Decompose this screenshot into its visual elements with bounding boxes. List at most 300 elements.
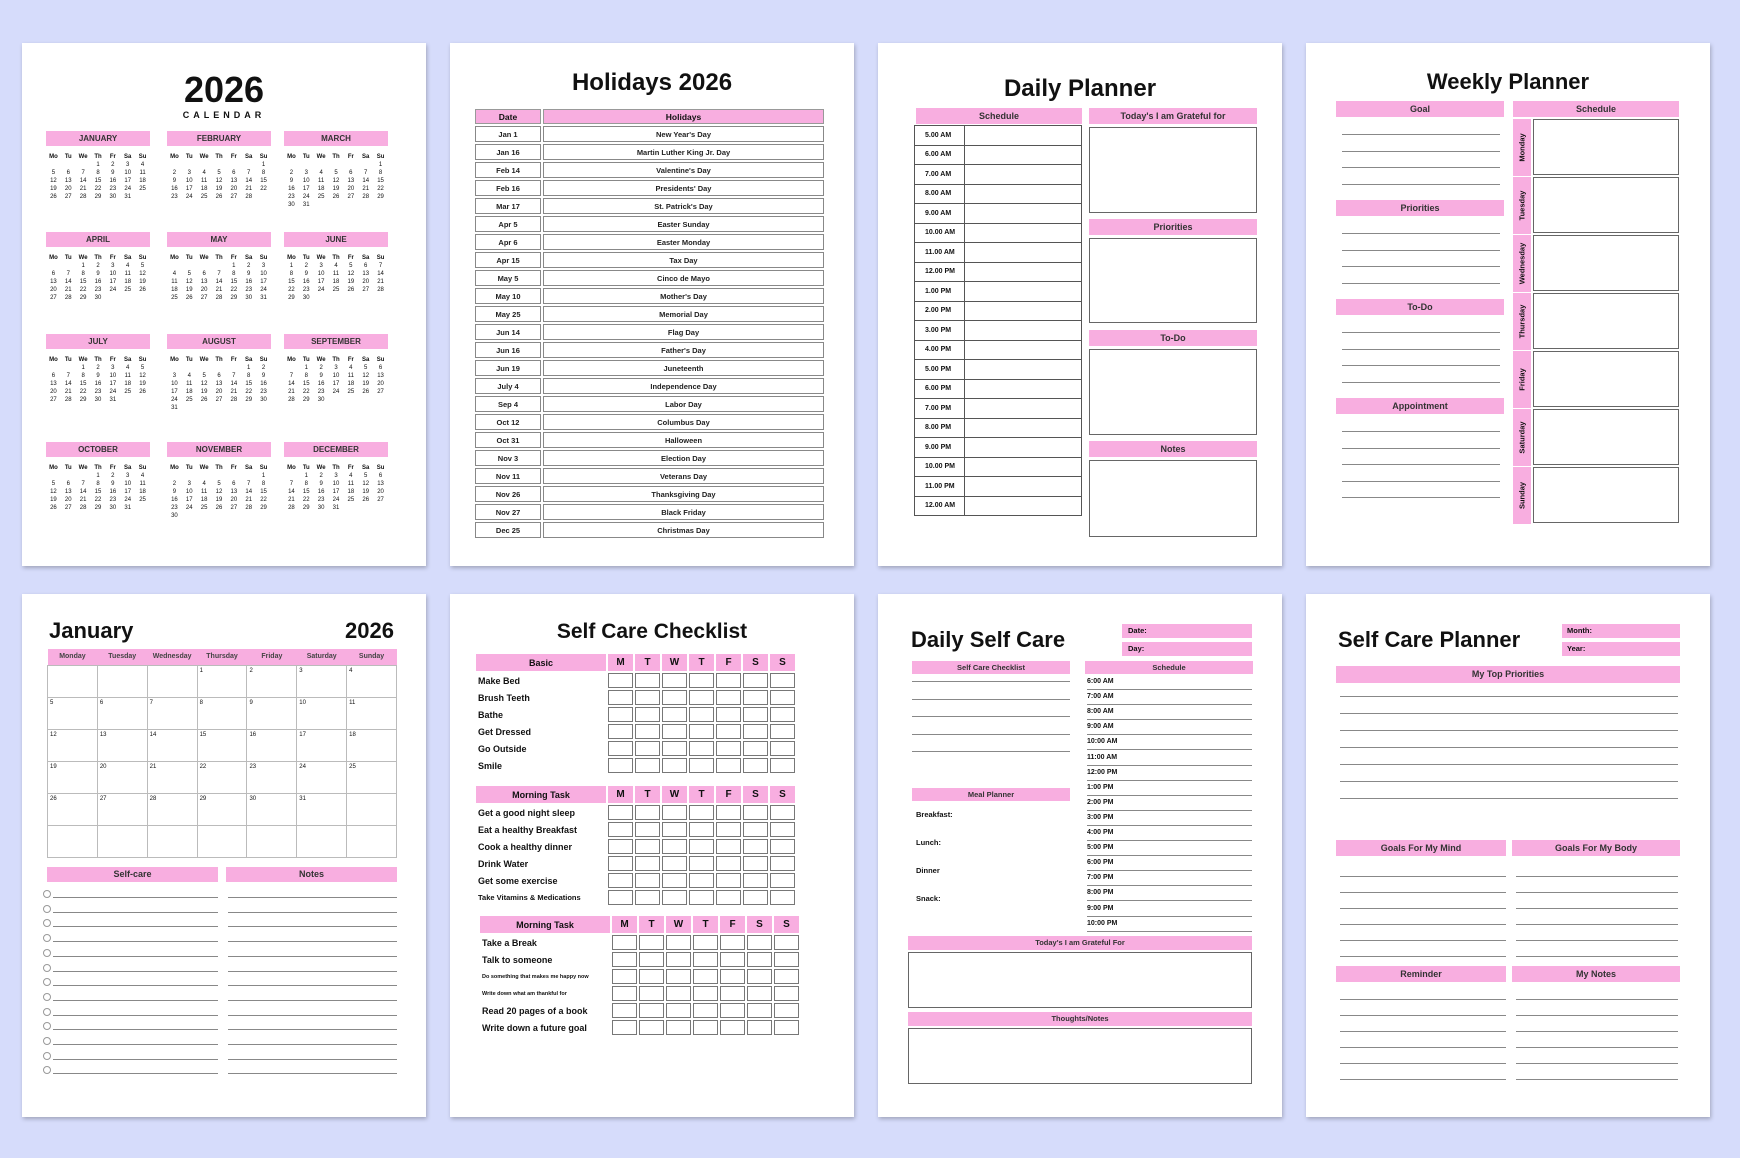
day-number[interactable]: 27 bbox=[362, 287, 370, 293]
check-box[interactable] bbox=[689, 724, 714, 739]
day-number[interactable]: 9 bbox=[96, 271, 100, 277]
day-number[interactable]: 15 bbox=[94, 489, 102, 495]
schedule-line[interactable] bbox=[1087, 840, 1252, 841]
day-number[interactable]: 15 bbox=[302, 489, 310, 495]
day-number[interactable]: 30 bbox=[288, 202, 295, 208]
selfcare-line[interactable] bbox=[53, 1000, 218, 1001]
day-number[interactable]: 6 bbox=[66, 170, 70, 176]
check-box[interactable] bbox=[774, 986, 799, 1001]
day-cell[interactable]: 15 bbox=[197, 729, 247, 761]
day-number[interactable]: 4 bbox=[319, 170, 323, 176]
day-number[interactable]: 20 bbox=[200, 287, 208, 293]
schedule-slot[interactable] bbox=[965, 126, 1082, 146]
day-number[interactable]: 27 bbox=[230, 505, 238, 511]
date-field[interactable]: Date: bbox=[1122, 624, 1252, 638]
priority-line[interactable] bbox=[1340, 798, 1678, 799]
day-number[interactable]: 9 bbox=[172, 178, 177, 184]
checklist-line[interactable] bbox=[912, 716, 1070, 717]
checkbox-circle[interactable] bbox=[43, 1022, 51, 1030]
day-number[interactable]: 24 bbox=[124, 497, 132, 503]
day-number[interactable]: 11 bbox=[347, 481, 354, 487]
priority-line[interactable] bbox=[1340, 696, 1678, 697]
day-number[interactable]: 15 bbox=[79, 279, 87, 285]
day-number[interactable]: 23 bbox=[94, 287, 102, 293]
day-number[interactable]: 17 bbox=[185, 186, 193, 192]
notes-box[interactable] bbox=[1089, 460, 1257, 537]
check-box[interactable] bbox=[743, 873, 768, 888]
check-box[interactable] bbox=[770, 758, 795, 773]
day-number[interactable]: 5 bbox=[349, 263, 353, 269]
day-number[interactable]: 29 bbox=[288, 295, 295, 301]
day-number[interactable]: 30 bbox=[317, 505, 325, 511]
day-number[interactable]: 28 bbox=[64, 295, 72, 301]
day-number[interactable]: 30 bbox=[317, 397, 325, 403]
day-number[interactable]: 4 bbox=[334, 263, 338, 269]
schedule-slot[interactable] bbox=[965, 360, 1082, 380]
check-box[interactable] bbox=[716, 822, 741, 837]
day-number[interactable]: 14 bbox=[245, 178, 253, 184]
check-box[interactable] bbox=[770, 741, 795, 756]
day-number[interactable]: 16 bbox=[171, 497, 178, 503]
day-number[interactable]: 24 bbox=[332, 497, 340, 503]
day-number[interactable]: 7 bbox=[232, 373, 236, 379]
day-number[interactable]: 28 bbox=[64, 397, 72, 403]
notes-line[interactable] bbox=[228, 1029, 397, 1030]
check-box[interactable] bbox=[635, 690, 660, 705]
day-number[interactable]: 19 bbox=[185, 287, 193, 293]
day-cell[interactable]: 20 bbox=[97, 761, 147, 793]
check-box[interactable] bbox=[608, 839, 633, 854]
schedule-slot[interactable] bbox=[965, 399, 1082, 419]
day-number[interactable]: 13 bbox=[200, 279, 208, 285]
check-box[interactable] bbox=[693, 1020, 718, 1035]
day-number[interactable]: 16 bbox=[317, 489, 325, 495]
day-number[interactable]: 24 bbox=[109, 389, 117, 395]
selfcare-line[interactable] bbox=[53, 956, 218, 957]
day-number[interactable]: 8 bbox=[378, 170, 383, 176]
day-number[interactable]: 31 bbox=[124, 194, 132, 200]
day-cell[interactable]: 24 bbox=[297, 761, 347, 793]
check-box[interactable] bbox=[612, 1003, 637, 1018]
day-number[interactable]: 2 bbox=[247, 263, 251, 269]
day-number[interactable]: 29 bbox=[94, 505, 102, 511]
notes-line[interactable] bbox=[228, 1000, 397, 1001]
note-line[interactable] bbox=[1516, 1015, 1678, 1016]
day-number[interactable]: 7 bbox=[247, 481, 251, 487]
day-number[interactable]: 3 bbox=[334, 365, 338, 371]
day-number[interactable]: 1 bbox=[96, 473, 100, 479]
write-line[interactable] bbox=[1342, 184, 1500, 185]
day-number[interactable]: 8 bbox=[304, 481, 308, 487]
schedule-line[interactable] bbox=[1087, 870, 1252, 871]
schedule-slot[interactable] bbox=[965, 301, 1082, 321]
day-number[interactable]: 21 bbox=[64, 287, 72, 293]
selfcare-line[interactable] bbox=[53, 1059, 218, 1060]
checkbox-circle[interactable] bbox=[43, 934, 51, 942]
notes-line[interactable] bbox=[228, 897, 397, 898]
check-box[interactable] bbox=[666, 952, 691, 967]
schedule-line[interactable] bbox=[1087, 765, 1252, 766]
day-number[interactable]: 17 bbox=[124, 178, 132, 184]
day-number[interactable]: 24 bbox=[302, 194, 310, 200]
day-number[interactable]: 4 bbox=[187, 373, 191, 379]
day-number[interactable]: 2 bbox=[319, 473, 323, 479]
check-box[interactable] bbox=[716, 856, 741, 871]
day-number[interactable]: 15 bbox=[245, 381, 253, 387]
day-number[interactable]: 27 bbox=[230, 194, 238, 200]
day-cell[interactable] bbox=[97, 825, 147, 857]
check-box[interactable] bbox=[747, 969, 772, 984]
check-box[interactable] bbox=[635, 873, 660, 888]
check-box[interactable] bbox=[774, 935, 799, 950]
check-box[interactable] bbox=[639, 986, 664, 1001]
day-number[interactable]: 21 bbox=[288, 389, 295, 395]
check-box[interactable] bbox=[774, 952, 799, 967]
day-cell[interactable] bbox=[247, 825, 297, 857]
day-number[interactable]: 13 bbox=[50, 279, 57, 285]
day-number[interactable]: 10 bbox=[185, 178, 193, 184]
day-number[interactable]: 20 bbox=[362, 279, 370, 285]
day-number[interactable]: 23 bbox=[109, 186, 117, 192]
day-number[interactable]: 7 bbox=[378, 263, 383, 269]
day-number[interactable]: 11 bbox=[124, 373, 131, 379]
day-number[interactable]: 13 bbox=[230, 178, 238, 184]
day-number[interactable]: 19 bbox=[200, 389, 208, 395]
checkbox-circle[interactable] bbox=[43, 949, 51, 957]
write-line[interactable] bbox=[1342, 283, 1500, 284]
check-box[interactable] bbox=[774, 1020, 799, 1035]
day-number[interactable]: 1 bbox=[261, 473, 266, 479]
day-number[interactable]: 13 bbox=[64, 178, 72, 184]
day-number[interactable]: 11 bbox=[347, 373, 354, 379]
day-number[interactable]: 2 bbox=[111, 473, 115, 479]
day-number[interactable]: 28 bbox=[245, 505, 253, 511]
check-box[interactable] bbox=[770, 673, 795, 688]
day-number[interactable]: 22 bbox=[245, 389, 253, 395]
day-number[interactable]: 5 bbox=[334, 170, 338, 176]
day-cell[interactable]: 13 bbox=[97, 729, 147, 761]
day-cell[interactable] bbox=[347, 825, 397, 857]
day-number[interactable]: 20 bbox=[50, 389, 57, 395]
day-number[interactable]: 10 bbox=[302, 178, 310, 184]
day-number[interactable]: 9 bbox=[247, 271, 251, 277]
checkbox-circle[interactable] bbox=[43, 890, 51, 898]
day-number[interactable]: 23 bbox=[171, 505, 178, 511]
body-line[interactable] bbox=[1516, 876, 1678, 877]
day-number[interactable]: 15 bbox=[260, 178, 267, 184]
notes-line[interactable] bbox=[228, 985, 397, 986]
check-box[interactable] bbox=[612, 952, 637, 967]
day-number[interactable]: 8 bbox=[81, 373, 85, 379]
day-number[interactable]: 25 bbox=[171, 295, 178, 301]
day-number[interactable]: 17 bbox=[124, 489, 132, 495]
day-number[interactable]: 2 bbox=[289, 170, 294, 176]
schedule-line[interactable] bbox=[1087, 780, 1252, 781]
day-number[interactable]: 4 bbox=[202, 481, 206, 487]
day-number[interactable]: 17 bbox=[109, 381, 117, 387]
day-number[interactable]: 29 bbox=[245, 397, 253, 403]
day-number[interactable]: 23 bbox=[317, 497, 325, 503]
day-number[interactable]: 15 bbox=[260, 489, 267, 495]
check-box[interactable] bbox=[635, 707, 660, 722]
day-number[interactable]: 11 bbox=[332, 271, 340, 277]
day-number[interactable]: 19 bbox=[347, 279, 355, 285]
check-box[interactable] bbox=[743, 758, 768, 773]
day-box[interactable] bbox=[1533, 293, 1679, 349]
check-box[interactable] bbox=[689, 758, 714, 773]
check-box[interactable] bbox=[743, 839, 768, 854]
day-number[interactable]: 28 bbox=[288, 397, 295, 403]
day-number[interactable]: 17 bbox=[109, 279, 117, 285]
check-box[interactable] bbox=[608, 822, 633, 837]
check-box[interactable] bbox=[743, 805, 768, 820]
day-number[interactable]: 11 bbox=[201, 178, 208, 184]
selfcare-line[interactable] bbox=[53, 1073, 218, 1074]
schedule-slot[interactable] bbox=[965, 223, 1082, 243]
selfcare-line[interactable] bbox=[53, 1015, 218, 1016]
day-number[interactable]: 13 bbox=[347, 178, 355, 184]
check-box[interactable] bbox=[689, 690, 714, 705]
schedule-line[interactable] bbox=[1087, 855, 1252, 856]
schedule-slot[interactable] bbox=[965, 184, 1082, 204]
day-number[interactable]: 30 bbox=[94, 397, 102, 403]
check-box[interactable] bbox=[747, 935, 772, 950]
day-number[interactable]: 18 bbox=[139, 489, 146, 495]
mind-line[interactable] bbox=[1340, 892, 1506, 893]
day-number[interactable]: 27 bbox=[64, 505, 72, 511]
write-line[interactable] bbox=[1342, 349, 1500, 350]
day-number[interactable]: 23 bbox=[317, 389, 325, 395]
priority-line[interactable] bbox=[1340, 781, 1678, 782]
day-number[interactable]: 4 bbox=[202, 170, 206, 176]
day-number[interactable]: 17 bbox=[332, 489, 340, 495]
selfcare-line[interactable] bbox=[53, 926, 218, 927]
checklist-line[interactable] bbox=[912, 734, 1070, 735]
day-number[interactable]: 23 bbox=[94, 389, 102, 395]
day-number[interactable]: 2 bbox=[261, 365, 266, 371]
day-number[interactable]: 3 bbox=[187, 170, 191, 176]
mind-line[interactable] bbox=[1340, 940, 1506, 941]
selfcare-line[interactable] bbox=[53, 985, 218, 986]
check-box[interactable] bbox=[635, 856, 660, 871]
checkbox-circle[interactable] bbox=[43, 905, 51, 913]
day-number[interactable]: 19 bbox=[332, 186, 340, 192]
day-number[interactable]: 29 bbox=[79, 397, 87, 403]
day-number[interactable]: 24 bbox=[124, 186, 132, 192]
day-number[interactable]: 25 bbox=[200, 505, 208, 511]
check-box[interactable] bbox=[743, 690, 768, 705]
day-number[interactable]: 25 bbox=[124, 389, 132, 395]
day-number[interactable]: 9 bbox=[111, 170, 115, 176]
day-cell[interactable]: 28 bbox=[147, 793, 197, 825]
day-number[interactable]: 14 bbox=[377, 271, 384, 277]
day-number[interactable]: 13 bbox=[215, 381, 223, 387]
check-box[interactable] bbox=[770, 839, 795, 854]
day-number[interactable]: 4 bbox=[140, 473, 145, 479]
day-number[interactable]: 12 bbox=[215, 489, 223, 495]
dsc-grateful-box[interactable] bbox=[908, 952, 1252, 1008]
body-line[interactable] bbox=[1516, 908, 1678, 909]
schedule-slot[interactable] bbox=[965, 243, 1082, 263]
check-box[interactable] bbox=[693, 952, 718, 967]
day-number[interactable]: 21 bbox=[79, 497, 87, 503]
day-number[interactable]: 4 bbox=[126, 365, 130, 371]
schedule-line[interactable] bbox=[1087, 885, 1252, 886]
selfcare-line[interactable] bbox=[53, 1044, 218, 1045]
day-cell[interactable]: 14 bbox=[147, 729, 197, 761]
check-box[interactable] bbox=[743, 822, 768, 837]
day-cell[interactable]: 4 bbox=[347, 665, 397, 697]
day-number[interactable]: 1 bbox=[304, 473, 308, 479]
reminder-line[interactable] bbox=[1340, 1047, 1506, 1048]
day-number[interactable]: 7 bbox=[247, 170, 251, 176]
schedule-line[interactable] bbox=[1087, 734, 1252, 735]
note-line[interactable] bbox=[1516, 999, 1678, 1000]
day-number[interactable]: 12 bbox=[215, 178, 223, 184]
day-number[interactable]: 15 bbox=[79, 381, 87, 387]
day-number[interactable]: 6 bbox=[217, 373, 221, 379]
day-number[interactable]: 25 bbox=[185, 397, 193, 403]
write-line[interactable] bbox=[1342, 151, 1500, 152]
day-number[interactable]: 20 bbox=[347, 186, 355, 192]
day-number[interactable]: 11 bbox=[186, 381, 193, 387]
check-box[interactable] bbox=[720, 952, 745, 967]
day-cell[interactable] bbox=[147, 665, 197, 697]
day-number[interactable]: 5 bbox=[217, 481, 221, 487]
selfcare-line[interactable] bbox=[53, 897, 218, 898]
day-number[interactable]: 30 bbox=[245, 295, 253, 301]
day-number[interactable]: 31 bbox=[124, 505, 132, 511]
check-box[interactable] bbox=[666, 1003, 691, 1018]
check-box[interactable] bbox=[693, 1003, 718, 1018]
check-box[interactable] bbox=[689, 890, 714, 905]
priority-line[interactable] bbox=[1340, 713, 1678, 714]
day-number[interactable]: 20 bbox=[230, 186, 238, 192]
day-number[interactable]: 1 bbox=[232, 263, 236, 269]
day-number[interactable]: 19 bbox=[50, 497, 57, 503]
todo-box[interactable] bbox=[1089, 349, 1257, 435]
day-number[interactable]: 21 bbox=[377, 279, 384, 285]
day-box[interactable] bbox=[1533, 177, 1679, 233]
check-box[interactable] bbox=[770, 707, 795, 722]
day-number[interactable]: 9 bbox=[319, 481, 323, 487]
day-number[interactable]: 31 bbox=[260, 295, 267, 301]
day-number[interactable]: 6 bbox=[51, 271, 56, 277]
check-box[interactable] bbox=[635, 822, 660, 837]
write-line[interactable] bbox=[1342, 481, 1500, 482]
day-number[interactable]: 29 bbox=[302, 397, 310, 403]
month-field[interactable]: Month: bbox=[1562, 624, 1680, 638]
day-number[interactable]: 7 bbox=[66, 373, 70, 379]
day-number[interactable]: 8 bbox=[261, 481, 266, 487]
day-number[interactable]: 26 bbox=[332, 194, 340, 200]
day-cell[interactable]: 25 bbox=[347, 761, 397, 793]
day-number[interactable]: 22 bbox=[377, 186, 384, 192]
day-number[interactable]: 17 bbox=[185, 497, 193, 503]
check-box[interactable] bbox=[720, 969, 745, 984]
schedule-slot[interactable] bbox=[965, 145, 1082, 165]
day-number[interactable]: 27 bbox=[50, 397, 57, 403]
day-number[interactable]: 28 bbox=[245, 194, 253, 200]
day-number[interactable]: 8 bbox=[304, 373, 308, 379]
day-number[interactable]: 8 bbox=[232, 271, 236, 277]
note-line[interactable] bbox=[1516, 1047, 1678, 1048]
day-number[interactable]: 12 bbox=[50, 178, 57, 184]
day-number[interactable]: 7 bbox=[81, 481, 85, 487]
check-box[interactable] bbox=[689, 673, 714, 688]
check-box[interactable] bbox=[608, 890, 633, 905]
reminder-line[interactable] bbox=[1340, 1063, 1506, 1064]
day-number[interactable]: 22 bbox=[260, 497, 267, 503]
schedule-slot[interactable] bbox=[965, 321, 1082, 341]
check-box[interactable] bbox=[612, 986, 637, 1001]
check-box[interactable] bbox=[639, 935, 664, 950]
day-number[interactable]: 7 bbox=[217, 271, 221, 277]
check-box[interactable] bbox=[743, 673, 768, 688]
day-number[interactable]: 1 bbox=[289, 263, 294, 269]
day-number[interactable]: 5 bbox=[217, 170, 221, 176]
day-number[interactable]: 25 bbox=[139, 186, 146, 192]
day-number[interactable]: 10 bbox=[332, 481, 340, 487]
day-number[interactable]: 17 bbox=[332, 381, 340, 387]
day-number[interactable]: 21 bbox=[245, 186, 253, 192]
day-number[interactable]: 16 bbox=[317, 381, 325, 387]
schedule-slot[interactable] bbox=[965, 262, 1082, 282]
day-number[interactable]: 27 bbox=[64, 194, 72, 200]
day-number[interactable]: 14 bbox=[79, 489, 87, 495]
day-number[interactable]: 28 bbox=[288, 505, 295, 511]
day-number[interactable]: 31 bbox=[332, 505, 340, 511]
day-number[interactable]: 2 bbox=[172, 481, 177, 487]
schedule-slot[interactable] bbox=[965, 418, 1082, 438]
check-box[interactable] bbox=[770, 822, 795, 837]
day-number[interactable]: 28 bbox=[230, 397, 238, 403]
check-box[interactable] bbox=[770, 724, 795, 739]
check-box[interactable] bbox=[770, 805, 795, 820]
schedule-line[interactable] bbox=[1087, 825, 1252, 826]
day-number[interactable]: 14 bbox=[245, 489, 253, 495]
day-cell[interactable]: 10 bbox=[297, 697, 347, 729]
notes-line[interactable] bbox=[228, 912, 397, 913]
check-box[interactable] bbox=[635, 890, 660, 905]
day-number[interactable]: 26 bbox=[50, 505, 57, 511]
reminder-line[interactable] bbox=[1340, 1079, 1506, 1080]
day-number[interactable]: 20 bbox=[377, 381, 384, 387]
checkbox-circle[interactable] bbox=[43, 1052, 51, 1060]
check-box[interactable] bbox=[608, 805, 633, 820]
day-number[interactable]: 6 bbox=[232, 170, 236, 176]
day-number[interactable]: 25 bbox=[347, 497, 355, 503]
day-number[interactable]: 8 bbox=[261, 170, 266, 176]
reminder-line[interactable] bbox=[1340, 1015, 1506, 1016]
day-number[interactable]: 10 bbox=[317, 271, 325, 277]
check-box[interactable] bbox=[743, 707, 768, 722]
day-number[interactable]: 19 bbox=[215, 497, 223, 503]
checklist-line[interactable] bbox=[912, 699, 1070, 700]
write-line[interactable] bbox=[1342, 382, 1500, 383]
check-box[interactable] bbox=[693, 935, 718, 950]
day-number[interactable]: 26 bbox=[362, 497, 370, 503]
day-number[interactable]: 9 bbox=[96, 373, 100, 379]
check-box[interactable] bbox=[743, 856, 768, 871]
check-box[interactable] bbox=[639, 969, 664, 984]
day-number[interactable]: 8 bbox=[247, 373, 251, 379]
write-line[interactable] bbox=[1342, 266, 1500, 267]
checklist-line[interactable] bbox=[912, 751, 1070, 752]
check-box[interactable] bbox=[716, 707, 741, 722]
day-number[interactable]: 19 bbox=[139, 279, 146, 285]
day-number[interactable]: 31 bbox=[109, 397, 117, 403]
